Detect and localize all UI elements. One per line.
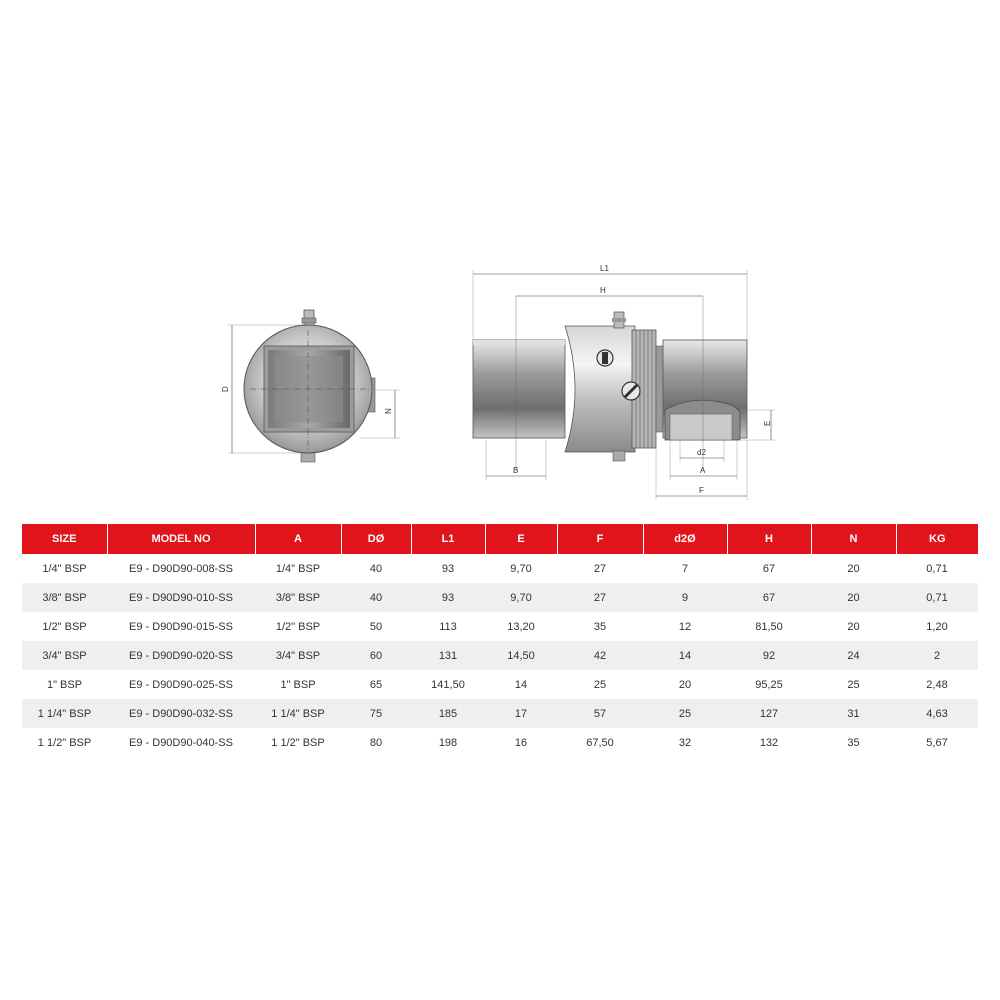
table-cell: 95,25 xyxy=(727,670,811,699)
table-cell: 35 xyxy=(811,728,896,757)
table-cell: 9 xyxy=(643,583,727,612)
table-cell: 1/2" BSP xyxy=(255,612,341,641)
table-cell: 50 xyxy=(341,612,411,641)
table-cell: 20 xyxy=(811,554,896,583)
table-cell: 7 xyxy=(643,554,727,583)
table-cell: 17 xyxy=(485,699,557,728)
table-cell: 0,71 xyxy=(896,583,978,612)
table-cell: 0,71 xyxy=(896,554,978,583)
dim-label-e: E xyxy=(763,420,772,426)
table-cell: 25 xyxy=(643,699,727,728)
table-cell: 20 xyxy=(643,670,727,699)
dim-label-b: B xyxy=(513,466,519,475)
table-cell: 27 xyxy=(557,583,643,612)
table-cell: 113 xyxy=(411,612,485,641)
table-cell: 13,20 xyxy=(485,612,557,641)
table-row xyxy=(22,554,978,583)
column-header: SIZE xyxy=(22,524,107,554)
table-cell: 27 xyxy=(557,554,643,583)
table-cell: 127 xyxy=(727,699,811,728)
table-cell: 132 xyxy=(727,728,811,757)
table-cell: 24 xyxy=(811,641,896,670)
table-cell: 1,20 xyxy=(896,612,978,641)
table-cell: 60 xyxy=(341,641,411,670)
column-header: H xyxy=(727,524,811,554)
table-row xyxy=(22,670,978,699)
table-cell: 9,70 xyxy=(485,583,557,612)
table-cell: 9,70 xyxy=(485,554,557,583)
table-cell: 198 xyxy=(411,728,485,757)
column-header: N xyxy=(811,524,896,554)
table-cell: 20 xyxy=(811,612,896,641)
table-cell: 67 xyxy=(727,583,811,612)
dim-label-f: F xyxy=(699,486,704,495)
table-cell: E9 - D90D90-025-SS xyxy=(107,670,255,699)
table-cell: 14 xyxy=(485,670,557,699)
table-cell: 80 xyxy=(341,728,411,757)
table-row xyxy=(22,699,978,728)
table-cell: 1/4" BSP xyxy=(22,554,107,583)
table-row xyxy=(22,641,978,670)
dim-label-l1: L1 xyxy=(600,264,609,273)
table-cell: 2,48 xyxy=(896,670,978,699)
column-header: E xyxy=(485,524,557,554)
table-cell: 31 xyxy=(811,699,896,728)
table-cell: 32 xyxy=(643,728,727,757)
table-cell: 93 xyxy=(411,583,485,612)
table-cell: 1" BSP xyxy=(22,670,107,699)
table-cell: 67 xyxy=(727,554,811,583)
table-cell: 141,50 xyxy=(411,670,485,699)
column-header: d2Ø xyxy=(643,524,727,554)
table-cell: 3/4" BSP xyxy=(255,641,341,670)
table-cell: 40 xyxy=(341,583,411,612)
table-cell: E9 - D90D90-020-SS xyxy=(107,641,255,670)
column-header: F xyxy=(557,524,643,554)
table-cell: 81,50 xyxy=(727,612,811,641)
table-cell: 1 1/4" BSP xyxy=(22,699,107,728)
table-cell: 1/2" BSP xyxy=(22,612,107,641)
table-cell: 16 xyxy=(485,728,557,757)
table-cell: E9 - D90D90-040-SS xyxy=(107,728,255,757)
table-cell: 14,50 xyxy=(485,641,557,670)
table-cell: E9 - D90D90-008-SS xyxy=(107,554,255,583)
dim-label-n: N xyxy=(384,408,393,414)
column-header: KG xyxy=(896,524,978,554)
column-header: MODEL NO xyxy=(107,524,255,554)
table-cell: 131 xyxy=(411,641,485,670)
dim-label-d2: d2 xyxy=(697,448,706,457)
table-cell: 40 xyxy=(341,554,411,583)
table-cell: 12 xyxy=(643,612,727,641)
table-cell: 92 xyxy=(727,641,811,670)
table-cell: 75 xyxy=(341,699,411,728)
side-view xyxy=(228,310,400,462)
table-cell: 42 xyxy=(557,641,643,670)
column-header: A xyxy=(255,524,341,554)
table-cell: 20 xyxy=(811,583,896,612)
table-cell: E9 - D90D90-032-SS xyxy=(107,699,255,728)
table-cell: 67,50 xyxy=(557,728,643,757)
table-cell: 1/4" BSP xyxy=(255,554,341,583)
column-header: DØ xyxy=(341,524,411,554)
table-row xyxy=(22,612,978,641)
table-row xyxy=(22,728,978,757)
table-cell: 3/4" BSP xyxy=(22,641,107,670)
table-cell: 1 1/2" BSP xyxy=(255,728,341,757)
table-cell: E9 - D90D90-010-SS xyxy=(107,583,255,612)
table-cell: 35 xyxy=(557,612,643,641)
table-row xyxy=(22,583,978,612)
table-cell: 3/8" BSP xyxy=(255,583,341,612)
table-cell: 1 1/2" BSP xyxy=(22,728,107,757)
dim-label-a: A xyxy=(700,466,706,475)
table-cell: E9 - D90D90-015-SS xyxy=(107,612,255,641)
table-cell: 5,67 xyxy=(896,728,978,757)
table-cell: 1" BSP xyxy=(255,670,341,699)
column-header: L1 xyxy=(411,524,485,554)
table-cell: 185 xyxy=(411,699,485,728)
table-cell: 93 xyxy=(411,554,485,583)
spec-table xyxy=(22,524,978,757)
table-cell: 14 xyxy=(643,641,727,670)
table-header-row xyxy=(22,524,978,554)
dim-label-d: D xyxy=(221,386,230,392)
front-view xyxy=(473,296,747,470)
table-cell: 25 xyxy=(811,670,896,699)
table-cell: 2 xyxy=(896,641,978,670)
table-cell: 65 xyxy=(341,670,411,699)
table-cell: 1 1/4" BSP xyxy=(255,699,341,728)
table-cell: 25 xyxy=(557,670,643,699)
table-cell: 57 xyxy=(557,699,643,728)
table-cell: 4,63 xyxy=(896,699,978,728)
dim-label-h: H xyxy=(600,286,606,295)
table-cell: 3/8" BSP xyxy=(22,583,107,612)
